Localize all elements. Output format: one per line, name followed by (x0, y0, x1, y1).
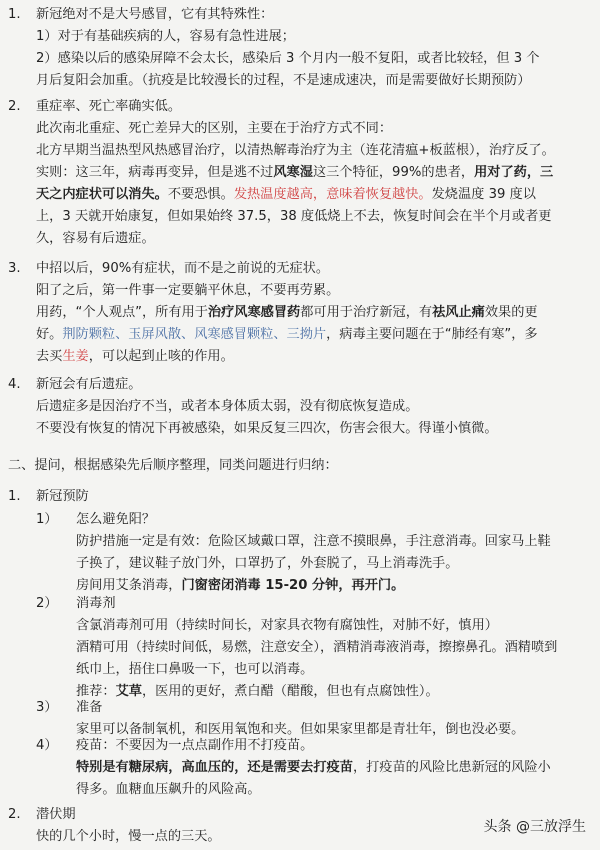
sub-item-line (76, 683, 439, 701)
text-run: 好。 (36, 327, 63, 342)
list-item-line: 阳了之后，第一件事一定要躺平休息，不要再劳累。 (36, 283, 340, 298)
text-run: 发烧温度 39 度以 (431, 187, 536, 202)
text-run: 风寒湿 (273, 165, 313, 180)
list-item-heading: 新冠预防 (36, 489, 89, 504)
text-run: 推荐： (76, 684, 116, 699)
text-run: 艾草 (115, 684, 142, 699)
sub-item-line: 得多。血糖血压飙升的风险高。 (76, 782, 261, 797)
list-marker: 4. (8, 377, 21, 392)
text-run: 效果的更 (484, 305, 538, 320)
text-run: 治疗风寒感冒药 (207, 305, 301, 320)
sub-item-line (76, 759, 551, 777)
sub-item-line: 防护措施一定是有效：危险区域戴口罩，注意不摸眼鼻，手注意消毒。回家马上鞋 (76, 534, 551, 549)
text-run: 实则：这三年，病毒再变异，但是逃不过 (36, 165, 274, 180)
list-item-heading: 中招以后，90%有症状，而不是之前说的无症状。 (36, 261, 330, 276)
section-heading: 二、提问，根据感染先后顺序整理，同类问题进行归纳： (8, 458, 338, 473)
list-marker: 3） (36, 700, 58, 715)
list-marker: 1） (36, 512, 58, 527)
text-run: 天之内症状可以消失。 (36, 187, 168, 202)
text-run: 房间用艾条消毒， (76, 578, 182, 593)
text-run: 这三个特征，99%的患者， (312, 165, 475, 180)
list-item-line: 不要没有恢复的情况下再被感染，如果反复三四次，伤害会很大。得谨小慎微。 (36, 421, 498, 436)
text-run: 祛风止痛 (432, 305, 485, 320)
text-run: ，打疫苗的风险比患新冠的风险小 (352, 760, 551, 775)
text-run: ，病毒主要问题在于“肺经有寒”，多 (326, 327, 538, 342)
text-run: 都可用于治疗新冠，有 (300, 305, 433, 320)
sub-item-heading: 怎么避免阳？ (76, 512, 156, 527)
sub-item-line: 含氯消毒剂可用（持续时间长，对家具衣物有腐蚀性，对肺不好，慎用） (76, 618, 498, 633)
list-marker: 4） (36, 738, 58, 753)
list-item-heading: 潜伏期 (36, 807, 76, 822)
list-item-line: 月后复阳会加重。（抗疫是比较漫长的过程，不是速成速决，而是需要做好长期预防） (36, 73, 531, 88)
sub-item-line: 子换了，建议鞋子放门外，口罩扔了，外套脱了，马上消毒洗手。 (76, 556, 459, 571)
text-run: ，可以起到止咳的作用。 (88, 349, 234, 364)
text-run: 门窗密闭消毒 15-20 分钟，再开门。 (181, 578, 405, 593)
text-run: 发热温度越高，意味着恢复越快。 (233, 187, 432, 202)
text-run: 生姜 (62, 349, 89, 364)
list-item-heading: 重症率、死亡率确实低。 (36, 99, 182, 114)
sub-item-heading: 准备 (76, 700, 103, 715)
list-marker: 2） (36, 596, 58, 611)
list-item-line: 久，容易有后遗症。 (36, 231, 155, 246)
list-item-line: 此次南北重症、死亡差异大的区别，主要在于治疗方式不同： (36, 121, 393, 136)
text-run: 特别是有糖尿病，高血压的，还是需要去打疫苗 (76, 760, 353, 775)
list-item-line (36, 348, 234, 366)
text-run: ，医用的更好，煮白醋（醋酸，但也有点腐蚀性）。 (141, 684, 439, 699)
list-marker: 3. (8, 261, 21, 276)
list-item-heading: 新冠绝对不是大号感冒，它有其特殊性： (36, 7, 274, 22)
sub-item-line: 家里可以备制氧机，和医用氧饱和夹。但如果家里都是青壮年，倒也没必要。 (76, 722, 525, 737)
text-run: 用对了药，三 (474, 165, 554, 180)
list-item-line: 北方早期当温热型风热感冒治疗，以清热解毒治疗为主（连花清瘟+板蓝根），治疗反了。 (36, 143, 555, 158)
watermark: 头条 @三放浮生 (483, 819, 586, 835)
list-item-line: 上，3 天就开始康复，但如果始终 37.5，38 度低烧上不去，恢复时间会在半个月或者更 (36, 209, 552, 224)
list-marker: 2. (8, 807, 21, 822)
text-run: 用药，“个人观点”，所有用于 (36, 305, 208, 320)
list-item-line (36, 304, 538, 322)
list-item-line: 后遗症多是因治疗不当，或者本身体质太弱，没有彻底恢复造成。 (36, 399, 419, 414)
sub-item-heading: 疫苗：不要因为一点点副作用不打疫苗。 (76, 738, 314, 753)
text-run: 荆防颗粒、玉屏风散、风寒感冒颗粒、三拗片 (62, 327, 327, 342)
sub-item-line (76, 577, 404, 595)
sub-item-line: 纸巾上，捂住口鼻吸一下，也可以消毒。 (76, 662, 314, 677)
list-marker: 1. (8, 7, 21, 22)
list-item-line (36, 326, 538, 344)
sub-item-line: 酒精可用（持续时间低，易燃，注意安全），酒精消毒液消毒，擦擦鼻孔。酒精喷到 (76, 640, 558, 655)
list-item-line: 1）对于有基础疾病的人，容易有急性进展； (36, 29, 295, 44)
list-marker: 2. (8, 99, 21, 114)
list-item-line: 快的几个小时，慢一点的三天。 (36, 829, 221, 844)
list-marker: 1. (8, 489, 21, 504)
text-run: 不要恐惧。 (167, 187, 234, 202)
sub-item-heading: 消毒剂 (76, 596, 116, 611)
text-run: 去买 (36, 349, 63, 364)
list-item-line (36, 164, 553, 182)
list-item-heading: 新冠会有后遗症。 (36, 377, 142, 392)
list-item-line (36, 186, 536, 204)
list-item-line: 2）感染以后的感染屏障不会太长，感染后 3 个月内一般不复阳，或者比较轻，但 3 个 (36, 51, 540, 66)
